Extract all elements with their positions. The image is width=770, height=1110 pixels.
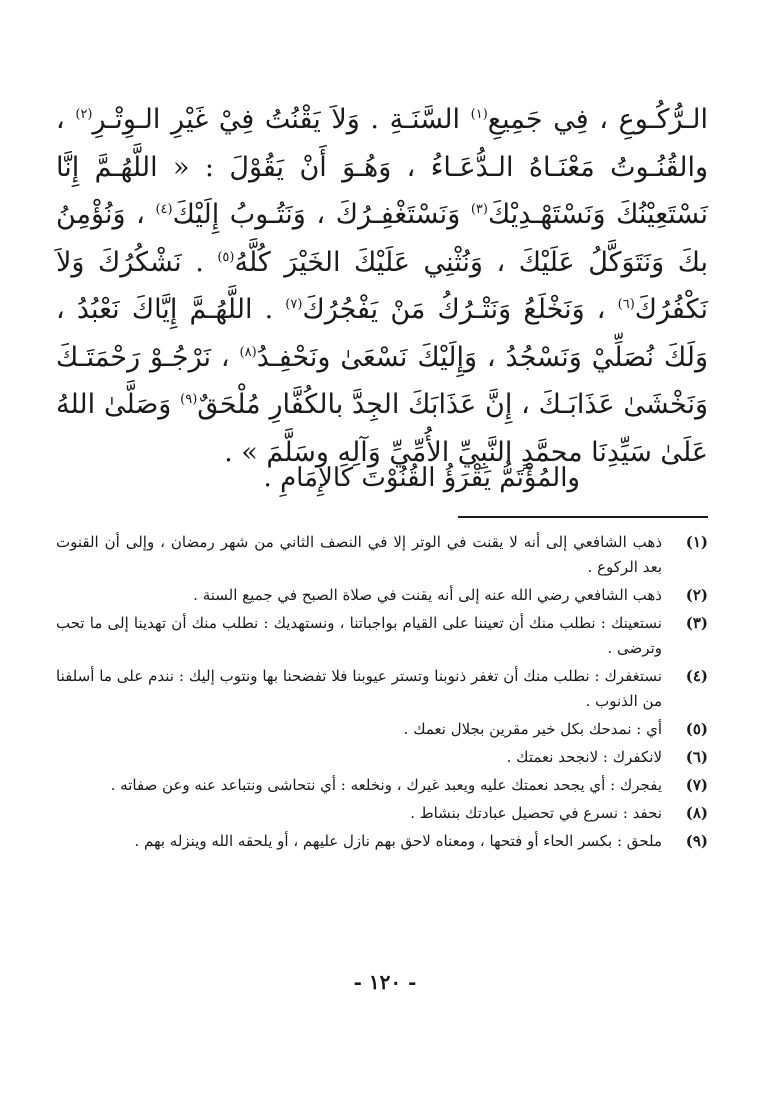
footnote-item xyxy=(56,829,708,854)
main-paragraph xyxy=(56,96,708,476)
main-text-segment: ، وَنَخْلَعُ وَنَتْـرُكُ مَنْ يَفْجُرُكَ xyxy=(302,294,618,325)
footnote-text: نحفد : نسرع في تحصيل عبادتك بنشاط . xyxy=(410,804,662,822)
footnote-text: ذهب الشافعي إلى أنه لا يقنت في الوتر إلا في النصف الثاني من شهر رمضان ، وإلى أن القنوت بعد الركوع . xyxy=(56,533,662,576)
footnotes xyxy=(56,530,708,857)
main-text-segment: وَنَسْتَغْفِـرُكَ ، وَنَتُـوبُ إِلَيْكَ xyxy=(172,199,471,230)
main-text-segment: ، والقُنُـوتُ مَعْنَـاهُ الـدُّعَـاءُ ، وَهُـوَ أَنْ يَقُوْلَ : « اللَّهُـمَّ إِنَّا نَسْتَعِيْنُكَ وَنَسْتَهْـدِيْكَ xyxy=(56,104,708,230)
footnote-item xyxy=(56,611,708,661)
footnote-item xyxy=(56,745,708,770)
footnote-item xyxy=(56,583,708,608)
footnote-number: (٩) xyxy=(685,832,708,850)
footnote-text: ذهب الشافعي رضي الله عنه إلى أنه يقنت في صلاة الصبح في جميع السنة . xyxy=(193,586,662,604)
footnote-ref: (٧) xyxy=(285,297,303,312)
closing-line: والمُؤْتَمُّ يَقْرَؤُ القُنُوْتَ كالإِمَامِ . xyxy=(263,463,580,493)
footnote-item xyxy=(56,530,708,580)
footnote-text: يفجرك : أي يجحد نعمتك عليه ويعبد غيرك ، ونخلعه : أي نتحاشى ونتباعد عنه وعن صفاته . xyxy=(110,776,662,794)
footnote-ref: (٤) xyxy=(155,202,173,217)
footnote-number: (٢) xyxy=(685,586,708,604)
footnote-number: (٣) xyxy=(685,614,708,632)
footnote-ref: (٢) xyxy=(75,107,93,122)
footnote-item xyxy=(56,773,708,798)
footnote-divider xyxy=(458,516,708,518)
footnote-number: (٤) xyxy=(685,667,708,685)
footnote-number: (١) xyxy=(685,533,708,551)
footnote-item xyxy=(56,664,708,714)
footnote-ref: (٩) xyxy=(180,392,198,407)
footnote-text: نستغفرك : نطلب منك أن تغفر ذنوبنا وتستر عيوبنا فلا تفضحنا بها ونتوب إليك : نندم على ما أسلفنا من الذنوب . xyxy=(56,667,662,710)
footnote-ref: (٨) xyxy=(239,344,257,360)
footnote-ref: (٣) xyxy=(470,202,488,217)
main-text-segment: السَّنَـةِ . وَلاَ يَقْنُتُ فِيْ غَيْرِ الـوِتْـرِ xyxy=(92,104,471,135)
main-text-segment: وَصَلَّىٰ اللهُ عَلَىٰ سَيِّدِنَا محمَّدٍ النَّبِيِّ الأُمِّيِّ وَآلِهِ وسَلَّمَ » . xyxy=(56,389,708,468)
footnote-ref: (٦) xyxy=(617,297,635,312)
main-text-segment: ، وَنُؤْمِنُ بكَ وَنَتَوَكَّلُ عَلَيْكَ ، وَنُثْنِي عَلَيْكَ الخَيْرَ كُلَّهُ xyxy=(56,199,708,278)
main-text-segment: . نَشْكُرُكَ وَلاَ نَكْفُرُكَ xyxy=(56,246,709,325)
footnote-number: (٨) xyxy=(685,804,708,822)
main-text xyxy=(56,96,708,476)
page-number: - ١٢٠ - xyxy=(353,970,417,994)
footnote-ref: (١) xyxy=(470,107,488,122)
footnote-ref: (٥) xyxy=(217,249,235,265)
footnote-number: (٥) xyxy=(685,720,708,738)
main-text-segment: ، نَرْجُـوْ رَحْمَتَـكَ وَنَخْشَىٰ عَذَابَـكَ ، إِنَّ عَذَابَكَ الجِدَّ بالكُفَّارِ مُلْحَقٌ xyxy=(56,341,708,420)
main-text-segment: . اللَّهُـمَّ إِيَّاكَ نَعْبُدُ ، وَلَكَ نُصَلِّيْ وَنَسْجُدُ ، وَإِلَيْكَ نَسْعَىٰ ونَحْفِـدُ xyxy=(56,294,708,373)
footnote-item xyxy=(56,801,708,826)
footnote-text: لانكفرك : لانجحد نعمتك . xyxy=(506,748,662,766)
main-text-segment: الـرُّكُـوعِ ، فِي جَمِيعِ xyxy=(487,104,708,135)
footnote-text: أي : نمدحك بكل خير مقرين بجلال نعمك . xyxy=(403,720,662,738)
footnote-item xyxy=(56,717,708,742)
footnote-text: ملحق : بكسر الحاء أو فتحها ، ومعناه لاحق بهم نازل عليهم ، أو يلحقه الله وينزله بهم . xyxy=(134,832,662,850)
footnote-number: (٦) xyxy=(685,748,708,766)
footnote-text: نستعينك : نطلب منك أن تعيننا على القيام بواجباتنا ، ونستهديك : نطلب منك أن تهدينا إلى ما تحب وترضى . xyxy=(56,614,662,657)
footnote-number: (٧) xyxy=(685,776,708,794)
